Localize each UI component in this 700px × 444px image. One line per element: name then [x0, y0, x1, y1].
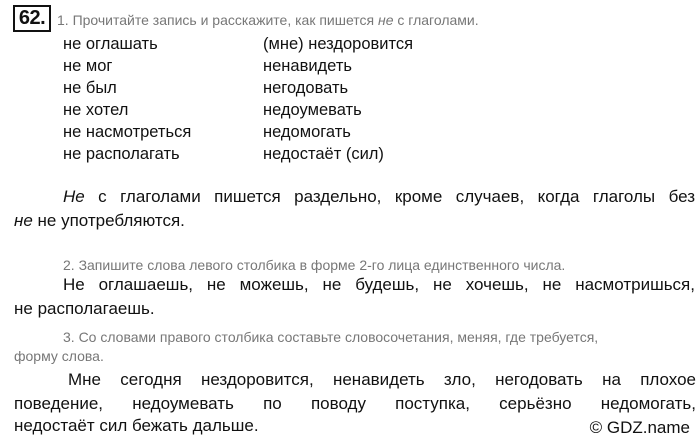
instruction-1: [57, 12, 479, 28]
task-number: 62.: [13, 5, 51, 32]
instruction-1-tail: с глаголами.: [393, 12, 479, 28]
answer-3-line-2: поведение, недоумевать по поводу поступка, серьёзно недомогать,: [14, 394, 696, 413]
instruction-3-line-1: 3. Со словами правого столбика составьте словосочетания, меняя, где требуется,: [63, 329, 599, 345]
left-word: не был: [63, 79, 117, 97]
right-word: недомогать: [263, 123, 351, 141]
answer-2-line-1: Не оглашаешь, не можешь, не будешь, не хочешь, не насмотришься,: [63, 275, 695, 294]
right-word: недоумевать: [263, 101, 362, 119]
rule-emphasis: Не: [63, 187, 85, 206]
rule-text: не употребляются.: [32, 211, 185, 230]
answer-3-line-3: недостаёт сил бежать дальше.: [14, 416, 259, 435]
right-word: негодовать: [263, 79, 349, 97]
answer-3-line-1: Мне сегодня нездоровится, ненавидеть зло, негодовать на плохое: [68, 370, 696, 389]
rule-line-2: [14, 211, 185, 231]
instruction-3-line-2: форму слова.: [14, 348, 104, 364]
left-word: не располагать: [63, 145, 180, 163]
left-word: не хотел: [63, 101, 129, 119]
instruction-1-emphasis: не: [378, 12, 394, 28]
instruction-1-text: 1. Прочитайте запись и расскажите, как пишется: [57, 12, 379, 28]
instruction-2: 2. Запишите слова левого столбика в форме 2-го лица единственного числа.: [63, 257, 566, 273]
right-word: ненавидеть: [263, 57, 352, 75]
right-word: (мне) нездоровится: [263, 35, 414, 53]
left-word: не насмотреться: [63, 123, 192, 141]
rule-line-1: [63, 187, 695, 207]
rule-text: с глаголами пишется раздельно, кроме случаев, когда глаголы без: [84, 187, 695, 206]
right-word: недостаёт (сил): [263, 145, 384, 163]
left-word: не оглашать: [63, 35, 158, 53]
left-word: не мог: [63, 57, 113, 75]
answer-2-line-2: не располагаешь.: [14, 299, 155, 318]
rule-emphasis: не: [14, 211, 33, 230]
watermark-text: © GDZ.name: [589, 418, 690, 437]
